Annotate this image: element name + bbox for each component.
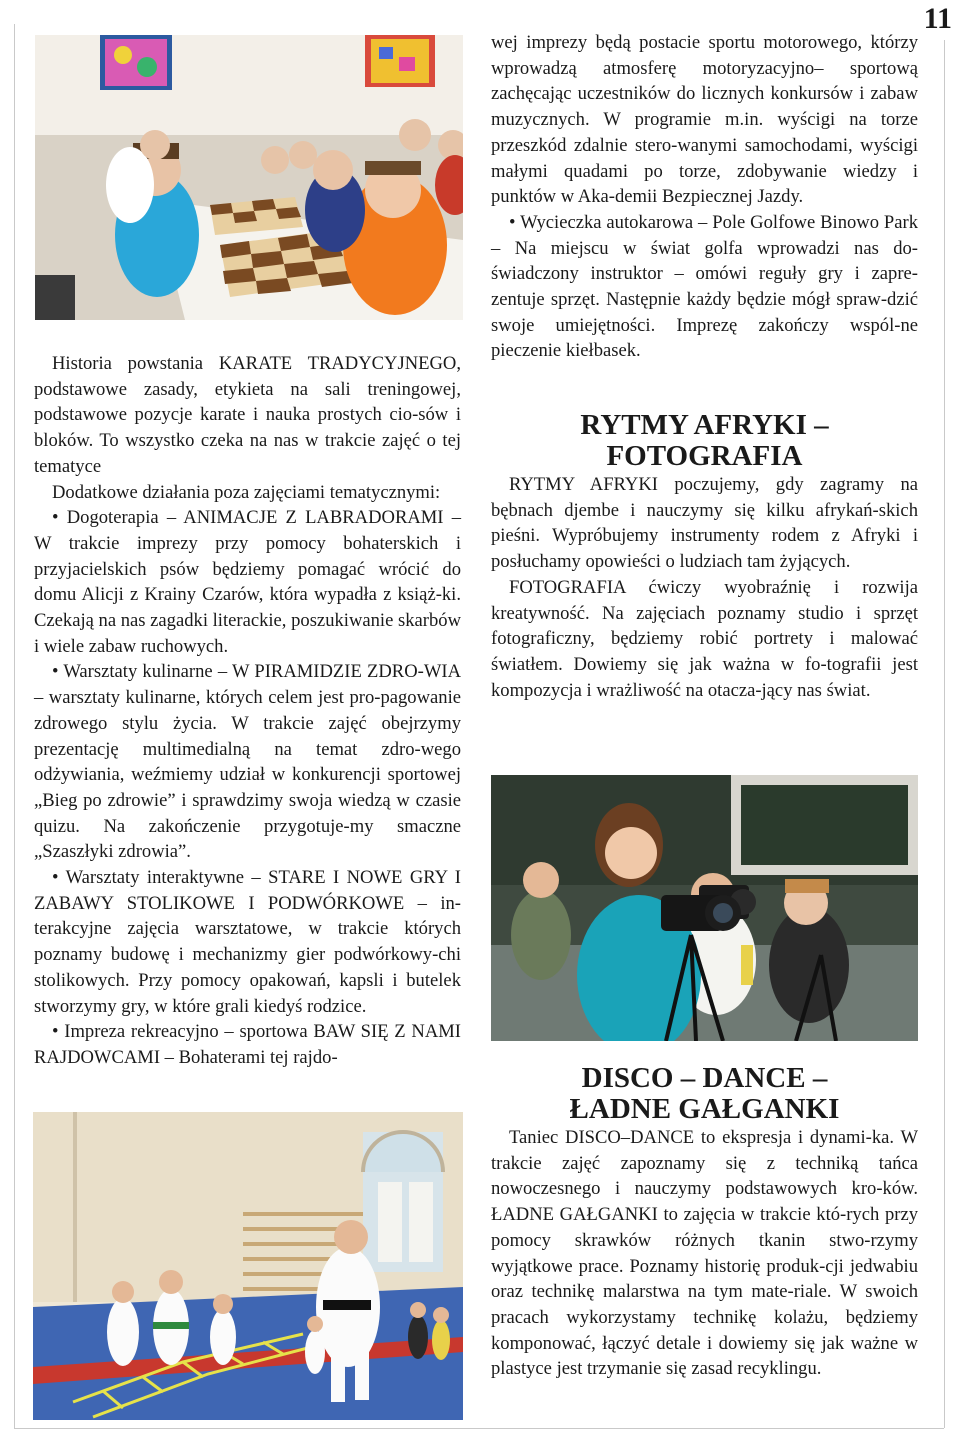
- frame-line-right: [944, 40, 945, 1428]
- karate-class-photo: [33, 1112, 463, 1420]
- rytmy-section-text: [491, 472, 918, 703]
- heading-rytmy-line2: FOTOGRAFIA: [606, 440, 803, 472]
- paragraph-rytmy-afryki: RYTMY AFRYKI poczujemy, gdy zagramy na bębnach djembe i nauczymy się kilku afrykań-skich pieśni. Wypróbujemy instrumenty rodem z Afryki i posłuchamy opowieści o ludziach tam żyjących.: [491, 474, 918, 573]
- paragraph-golf-trip: • Wycieczka autokarowa – Pole Golfowe Binowo Park – Na miejscu w świat golfa wprowadzi nas do-świadczony instruktor – omówi reguły gry i zapre-zentuje sprzęt. Następnie każdy będzie mógł spraw-dzić swoje umiejętności. Imprezę zakończy wspól-ne pieczenie kiełbasek.: [491, 211, 918, 362]
- heading-disco-dance: [491, 1063, 918, 1125]
- paragraph-additional-activities: Dodatkowe działania poza zajęciami tematycznymi:: [52, 481, 441, 503]
- page-number: 11: [923, 2, 952, 35]
- chess-players-photo: [35, 35, 463, 320]
- right-column-top-text: [491, 30, 918, 364]
- heading-rytmy-afryki: [491, 410, 918, 472]
- paragraph-rally-event: • Impreza rekreacyjno – sportowa BAW SIĘ Z NAMI RAJDOWCAMI – Bohaterami tej rajdo-: [34, 1021, 461, 1068]
- heading-disco-line1: DISCO – DANCE –: [581, 1062, 828, 1094]
- paragraph-games-workshop: • Warsztaty interaktywne – STARE I NOWE GRY I ZABAWY STOLIKOWE I PODWÓRKOWE – in-terakcyjne zajęcia warsztatowe, w trakcie których poznamy budowę i mechanizmy gier podwórkowy-chi stolikowych. Przy pomocy opakowań, kapsli i butelek stworzymy gry, w które grali kiedyś rodzice.: [34, 867, 461, 1017]
- paragraph-karate: Historia powstania KARATE TRADYCYJNEGO, podstawowe zasady, etykieta na sali treningowej, podstawowe pozycje karate i nauka prostych cio-sów i bloków. To wszystko czeka na nas w trakcie zajęć o tej tematyce: [34, 353, 461, 477]
- paragraph-dogoterapia: • Dogoterapia – ANIMACJE Z LABRADORAMI – W trakcie imprezy przy pomocy bohaterskich i przyjacielskich psów będziemy pomagać wrócić do domu Alicji z Krainy Czarów, która wypadła z książ-ki. Czekają na nas zagadki literackie, poszukiwanie skarbów i wiele zabaw ruchowych.: [34, 507, 461, 657]
- frame-line-bottom: [14, 1428, 944, 1429]
- paragraph-fotografia: FOTOGRAFIA ćwiczy wyobraźnię i rozwija kreatywność. Na zajęciach poznamy studio i sprzęt fotograficzny, będziemy robić portrety i malować światłem. Dowiemy się jak ważna w fo-tografii jest kompozycja i wrażliwość na otacza-jący nas świat.: [491, 576, 918, 701]
- disco-section-text: [491, 1125, 918, 1382]
- paragraph-cooking-workshop: • Warsztaty kulinarne – W PIRAMIDZIE ZDRO-WIA – warsztaty kulinarne, których celem jest pro-pagowanie zdrowego stylu życia. W trakcie zajęć obejrzymy prezentację multimedialną na temat zdro-wego odżywiania, weźmiemy udział w konkurencji sportowej „Bieg po zdrowie” i sprawdzimy swoja wiedzą w czasie quizu. Na zakończenie przygotuje-my smaczne „Szaszłyki zdrowia”.: [34, 661, 461, 863]
- heading-disco-line2: ŁADNE GAŁGANKI: [569, 1093, 840, 1125]
- heading-rytmy-line1: RYTMY AFRYKI –: [580, 409, 829, 441]
- paragraph-rally-continued: wej imprezy będą postacie sportu motorowego, którzy wprowadzą atmosferę motoryzacyjno– sportową zachęcając uczestników do licznych konkursów i zabaw muzycznych. W programie m.in. wyścigi na torze przeszkód zdalnie stero-wanymi samochodami, wyścigi małymi quadami po torze, zdobywanie wiedzy i punktów w Aka-demii Bezpiecznej Jazdy.: [491, 32, 918, 208]
- left-column-text: [34, 351, 461, 1071]
- frame-line-left: [14, 24, 15, 1428]
- photography-class-photo: [491, 775, 918, 1041]
- paragraph-disco-galganki: Taniec DISCO–DANCE to ekspresja i dynami-ka. W trakcie zajęć zapoznamy się z techniką tańca nowoczesnego i nauczymy podstawowych kro-ków. ŁADNE GAŁGANKI to zajęcia w trakcie któ-rych przy pomocy skrawków różnych tkanin stwo-rzymy wyjątkowe prace. Poznamy historię produk-cji jedwabiu oraz technikę malarstwa na tym mate-riale. W swoich pracach wykorzystamy technikę kolażu, będziemy komponować, łączyć detale i dowiemy się jak ważne w plastyce jest trzymanie się zasad recyklingu.: [491, 1127, 918, 1380]
